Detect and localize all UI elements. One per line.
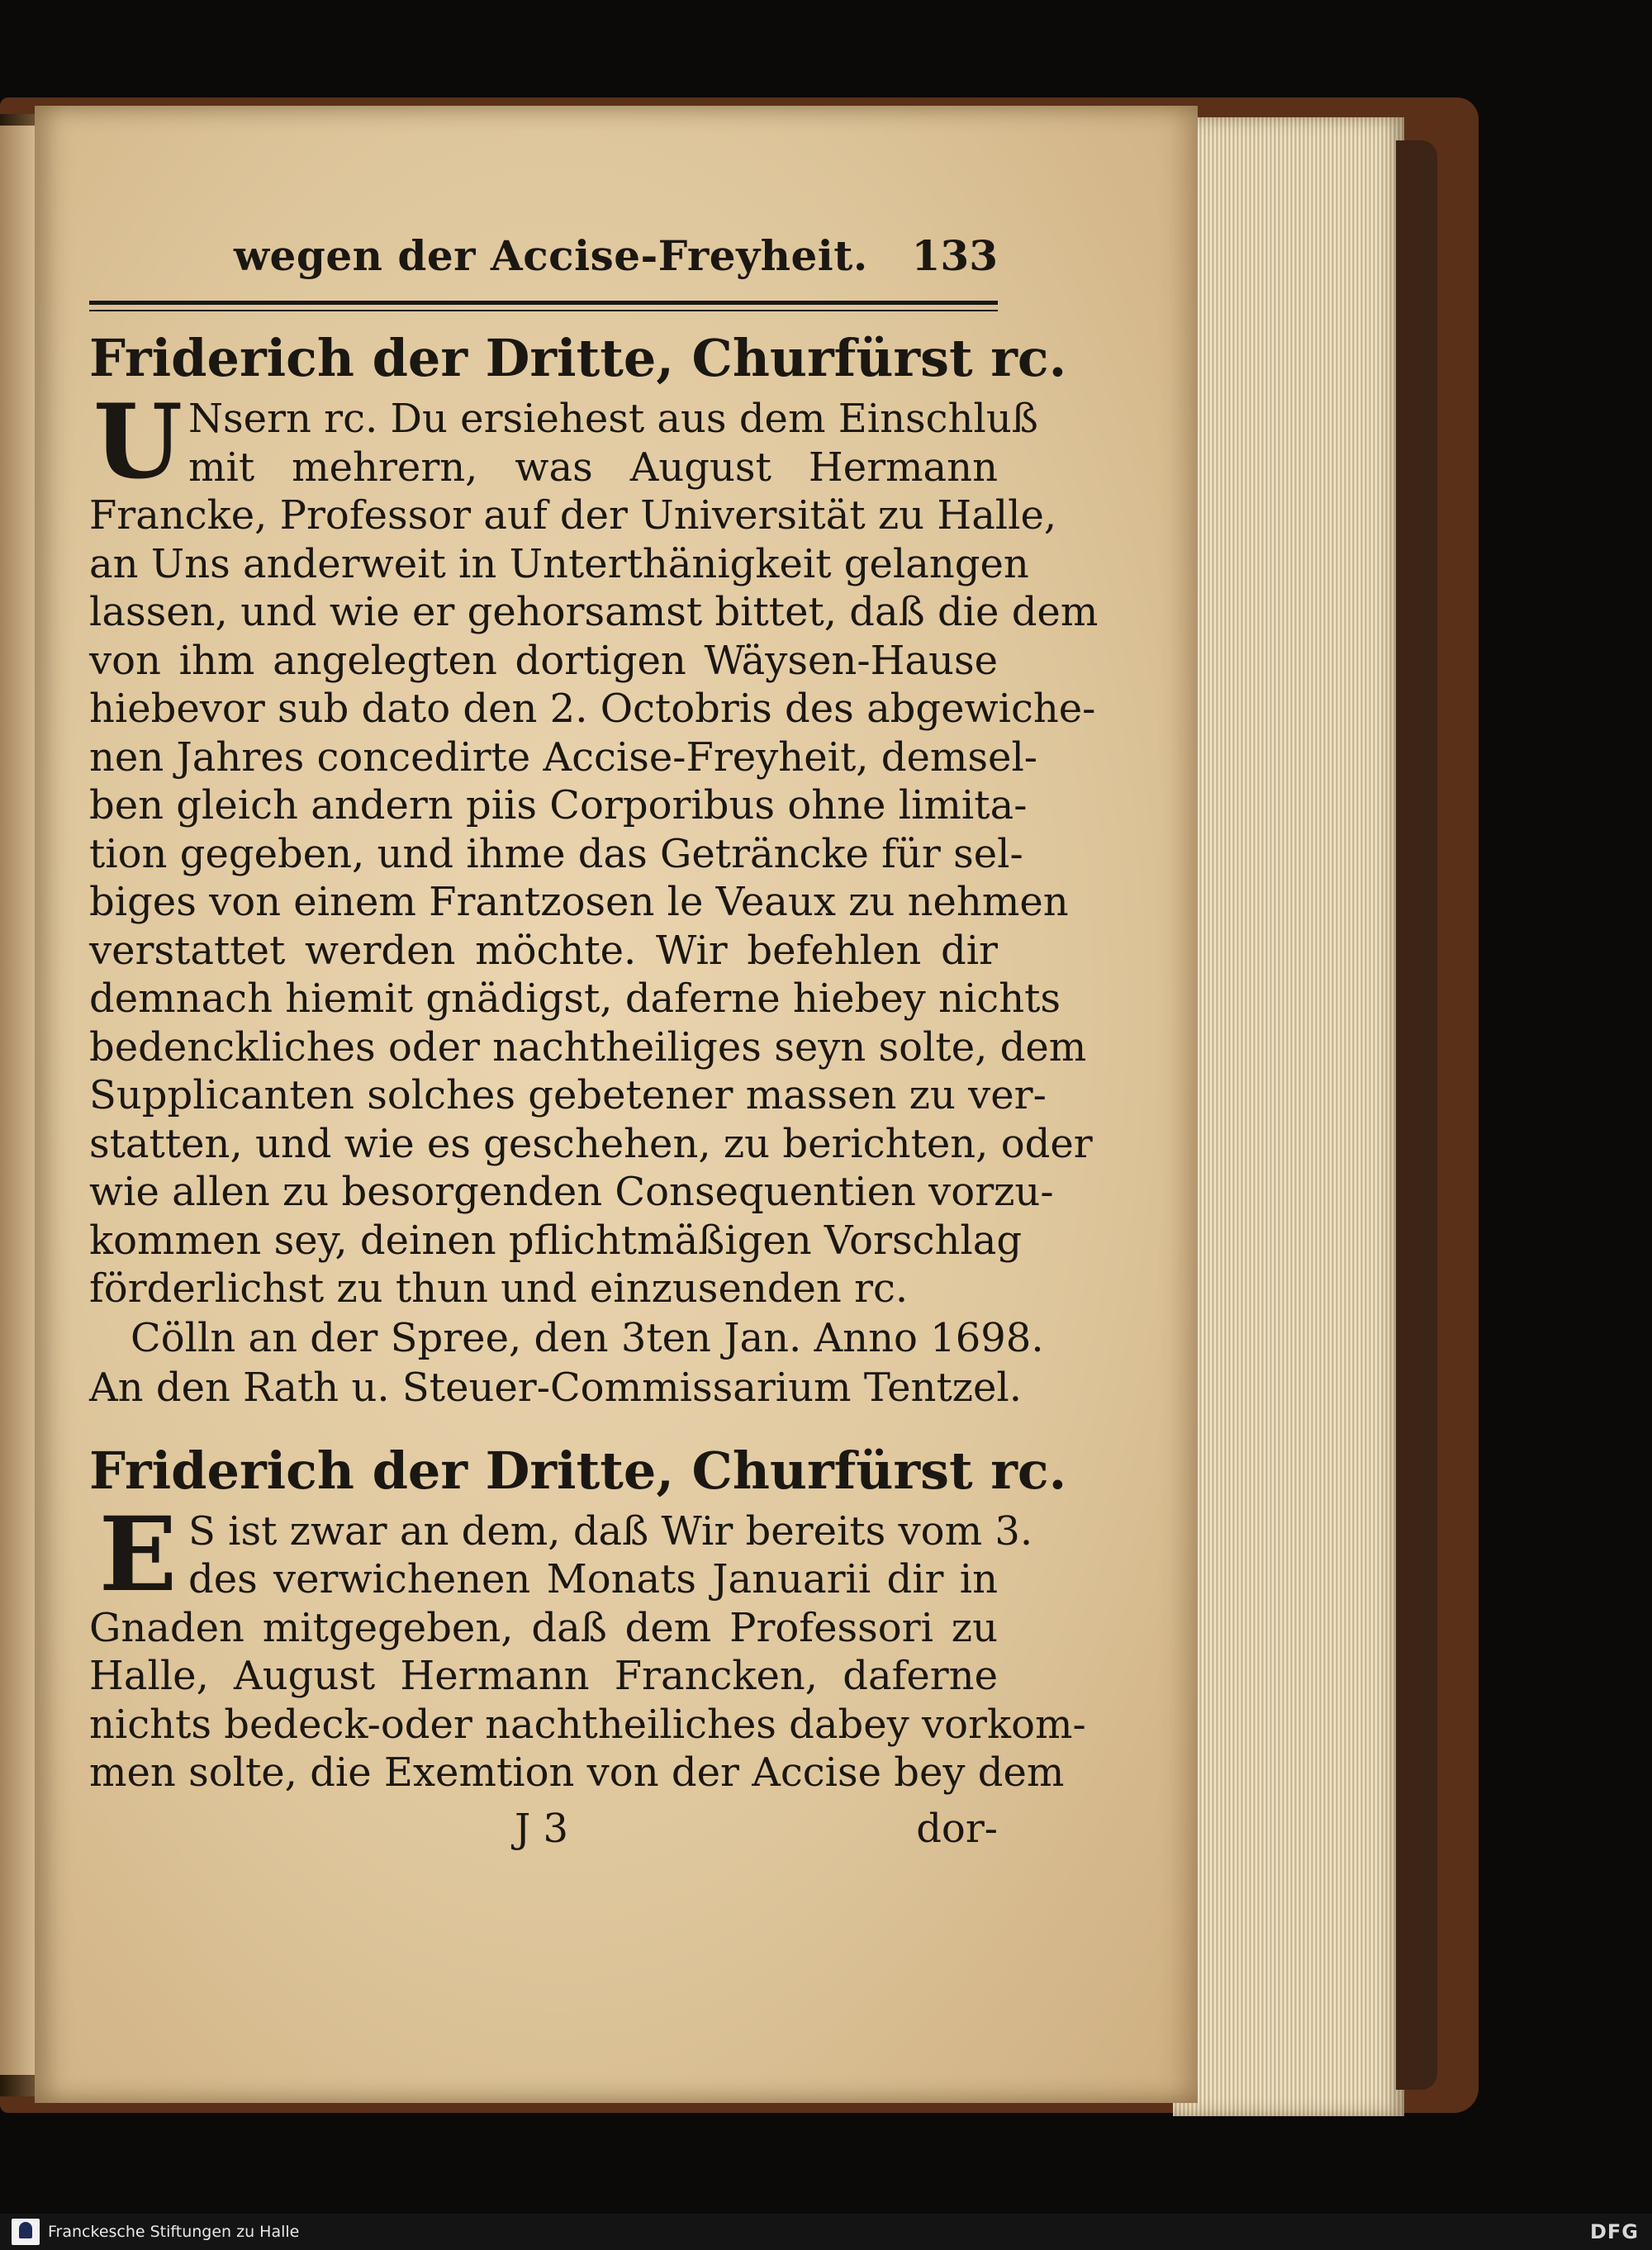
body-line: Francke, Professor auf der Universität zu Halle,: [89, 492, 1057, 539]
institution-name[interactable]: Franckesche Stiftungen zu Halle: [48, 2223, 300, 2241]
body-line: ben gleich andern piis Corporibus ohne limita-: [89, 782, 1028, 828]
section-2: [89, 1440, 1086, 1797]
head-rule-thin: [89, 310, 998, 311]
previous-page-edge: [0, 126, 35, 2075]
page-footer: [89, 1806, 998, 1855]
body-line: von ihm angelegten dortigen Wäysen-Hause: [89, 637, 998, 684]
viewer-bottom-bar: [0, 2214, 1652, 2250]
body-line: des verwichenen Monats Januarii dir in: [188, 1556, 998, 1602]
section-1-body: [89, 382, 1099, 1313]
body-line: men solte, die Exemtion von der Accise bey dem: [89, 1749, 1065, 1796]
section-2-body: [89, 1494, 1086, 1797]
body-line: demnach hiemit gnädigst, daferne hiebey nichts: [89, 975, 1061, 1022]
body-line: mit mehrern, was August Hermann: [188, 444, 998, 491]
body-line: statten, und wie es geschehen, zu berichten, oder: [89, 1120, 1093, 1167]
body-line: biges von einem Frantzosen le Veaux zu nehmen: [89, 879, 1069, 925]
section-1: [89, 328, 1099, 1412]
body-line: verstattet werden möchte. Wir befehlen dir: [89, 927, 998, 974]
signature-mark: J 3: [515, 1805, 569, 1852]
address-line: An den Rath u. Steuer-Commissarium Tentzel.: [89, 1364, 1023, 1411]
running-head-title: wegen der Accise-Freyheit.: [234, 231, 868, 280]
body-line: Nsern rc. Du ersiehest aus dem Einschluß: [188, 396, 1038, 442]
head-rule: [89, 301, 998, 305]
body-line: tion gegeben, und ihme das Geträncke für sel-: [89, 830, 1023, 877]
body-line: kommen sey, deinen pflichtmäßigen Vorschlag: [89, 1217, 1023, 1264]
body-line: Halle, August Hermann Francken, daferne: [89, 1653, 998, 1699]
book-board-edge: [1396, 140, 1437, 2090]
institution-logo-icon[interactable]: [12, 2219, 40, 2245]
body-line: nen Jahres concedirte Accise-Freyheit, demsel-: [89, 733, 1038, 781]
section-2-heading: Friderich der Dritte, Churfürst rc.: [89, 1440, 1067, 1501]
body-line: bedenckliches oder nachtheiliges seyn solte, dem: [89, 1023, 1087, 1070]
section-1-heading: Friderich der Dritte, Churfürst rc.: [89, 328, 1067, 388]
page-text-block: [89, 225, 1099, 1855]
running-head: [89, 225, 998, 282]
body-line: S ist zwar an dem, daß Wir bereits vom 3.: [188, 1507, 1033, 1555]
page-number: 133: [911, 231, 998, 280]
body-line: wie allen zu besorgenden Consequentien vorzu-: [89, 1169, 1054, 1215]
dfg-logo[interactable]: DFG: [1589, 2220, 1639, 2243]
catchword: dor-: [916, 1805, 998, 1852]
body-line: Supplicanten solches gebetener massen zu ver-: [89, 1072, 1047, 1118]
body-line: lassen, und wie er gehorsamst bittet, daß die dem: [89, 589, 1099, 635]
body-line: hiebevor sub dato den 2. Octobris des abgewiche-: [89, 686, 1096, 732]
drop-cap: E: [98, 1494, 178, 1615]
body-line: förderlichst zu thun und einzusenden rc.: [89, 1265, 909, 1312]
drop-cap: U: [93, 382, 183, 502]
body-line: an Uns anderweit in Unterthänigkeit gelangen: [89, 540, 1029, 587]
page-fore-edge: [1173, 117, 1404, 2116]
date-line: Cölln an der Spree, den 3ten Jan. Anno 1698.: [131, 1314, 1044, 1361]
body-line: Gnaden mitgegeben, daß dem Professori zu: [89, 1604, 998, 1651]
body-line: nichts bedeck-oder nachtheiliches dabey vorkom-: [89, 1701, 1086, 1748]
